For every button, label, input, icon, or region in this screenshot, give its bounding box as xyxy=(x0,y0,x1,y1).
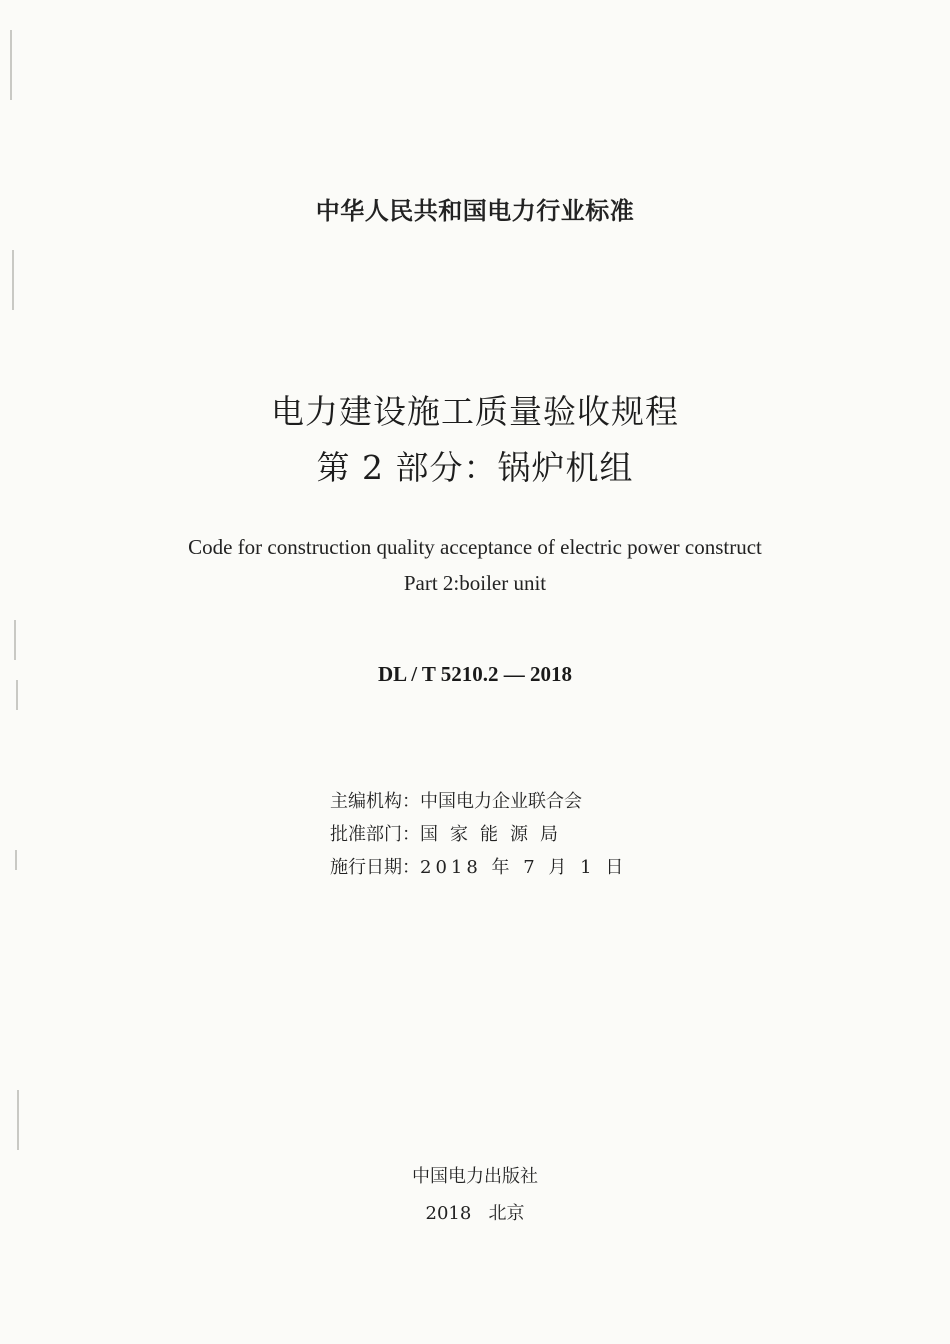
title-zh-line2: 第 2 部分：锅炉机组 xyxy=(316,448,634,487)
approver-value: 国家能源局 xyxy=(420,824,570,845)
standard-number: DL / T 5210.2 — 2018 xyxy=(377,662,573,686)
standard-meta-block xyxy=(330,785,627,884)
editor-label: 主编机构： xyxy=(330,791,420,812)
effective-date-value: 2018 年 7 月 1 日 xyxy=(420,857,628,878)
standard-category: 中华人民共和国电力行业标准 xyxy=(315,197,635,225)
publisher-name: 中国电力出版社 xyxy=(412,1166,538,1187)
editor-value: 中国电力企业联合会 xyxy=(420,791,582,812)
effective-date-row xyxy=(330,851,627,884)
editor-row xyxy=(330,785,627,818)
title-en-line1: Code for construction quality acceptance of electric power construct xyxy=(188,535,762,559)
approver-label: 批准部门： xyxy=(330,824,420,845)
approver-row xyxy=(330,818,627,851)
effective-date-label: 施行日期： xyxy=(330,857,420,878)
title-en-line2: Part 2:boiler unit xyxy=(403,571,547,595)
publication-year-city: 2018 北京 xyxy=(425,1203,525,1224)
title-zh-line1: 电力建设施工质量验收规程 xyxy=(271,392,679,431)
